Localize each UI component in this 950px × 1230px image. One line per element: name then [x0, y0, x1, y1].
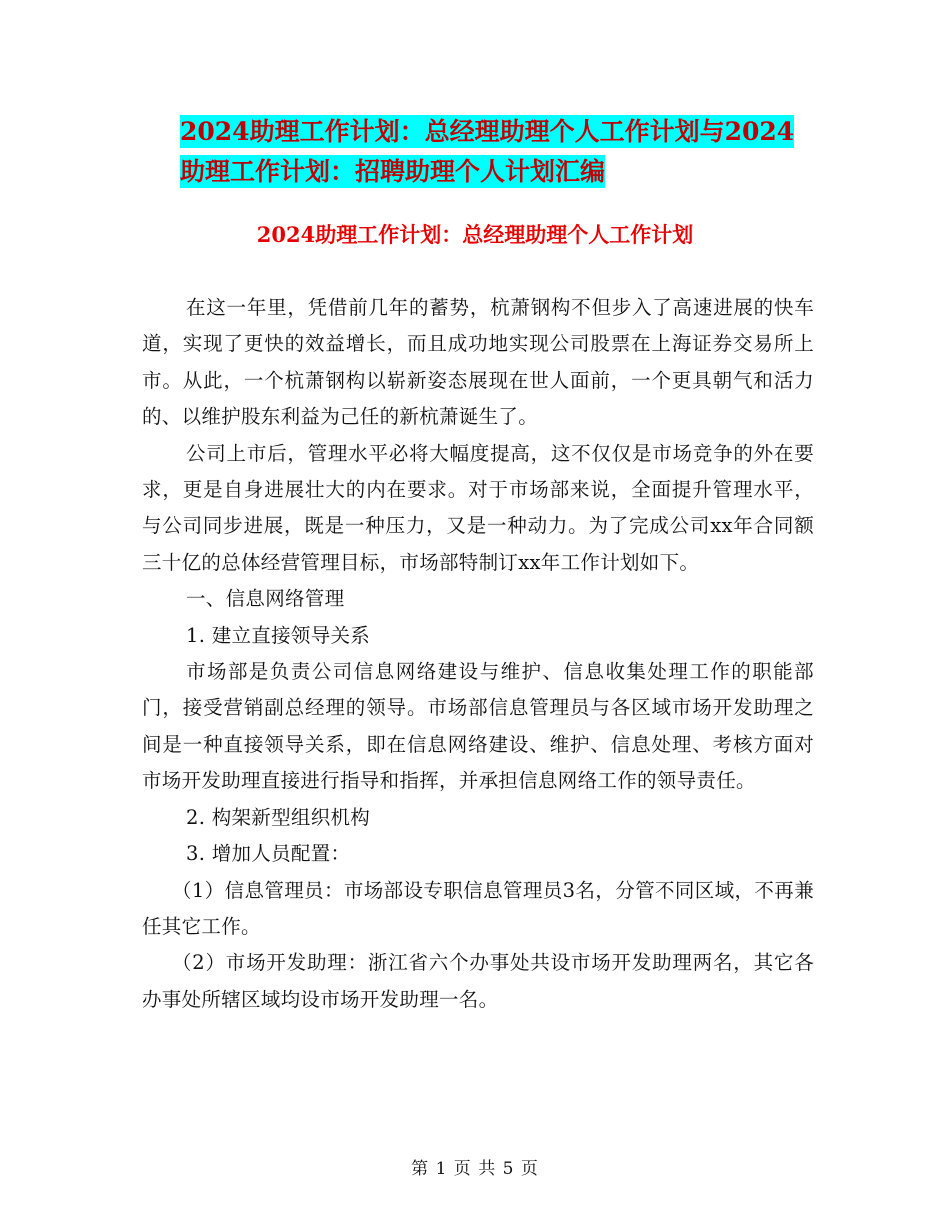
- subitem-info-manager: （1）信息管理员：市场部设专职信息管理员3名，分管不同区域，不再兼任其它工作。: [142, 878, 814, 938]
- document-title-line-2: 助理工作计划：招聘助理个人计划汇编: [180, 157, 606, 186]
- document-body: [142, 290, 814, 1018]
- heading-info-network: 一、信息网络管理: [186, 587, 345, 611]
- item-org-structure: 2. 构架新型组织机构: [186, 805, 371, 829]
- paragraph-intro: 在这一年里，凭借前几年的蓄势，杭萧钢构不但步入了高速进展的快车道，实现了更快的效益增长，而且成功地实现公司股票在上海证券交易所上市。从此，一个杭萧钢构以崭新姿态展现在世人面前，一个更具朝气和活力的、以维护股东利益为己任的新杭萧诞生了。: [142, 296, 814, 429]
- document-title: [180, 112, 820, 192]
- paragraph-listing: 公司上市后，管理水平必将大幅度提高，这不仅仅是市场竞争的外在要求，更是自身进展壮大的内在要求。对于市场部来说，全面提升管理水平，与公司同步进展，既是一种压力，又是一种动力。为了完成公司xx年合同额三十亿的总体经营管理目标，市场部特制订xx年工作计划如下。: [142, 441, 814, 574]
- item-direct-leadership: 1. 建立直接领导关系: [186, 623, 371, 647]
- document-title-line-1: 2024助理工作计划：总经理助理个人工作计划与2024: [180, 117, 795, 146]
- subitem-market-assistant: （2）市场开发助理：浙江省六个办事处共设市场开发助理两名，其它各办事处所辖区域均设市场开发助理一名。: [142, 951, 814, 1011]
- item-staffing: 3. 增加人员配置：: [186, 842, 351, 866]
- section-title: 2024助理工作计划：总经理助理个人工作计划: [256, 222, 694, 247]
- page-footer: 第 1 页 共 5 页: [411, 1159, 539, 1179]
- paragraph-market-dept: 市场部是负责公司信息网络建设与维护、信息收集处理工作的职能部门，接受营销副总经理的领导。市场部信息管理员与各区域市场开发助理之间是一种直接领导关系，即在信息网络建设、维护、信息处理、考核方面对市场开发助理直接进行指导和指挥，并承担信息网络工作的领导责任。: [142, 660, 814, 793]
